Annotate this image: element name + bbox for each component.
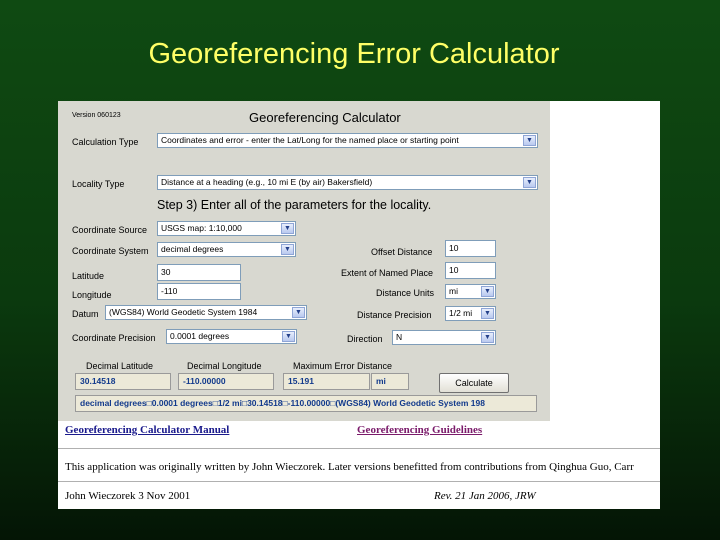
slide-title: Georeferencing Error Calculator [148, 38, 560, 70]
extent-input[interactable]: 10 [445, 262, 496, 279]
offset-distance-label: Offset Distance [371, 247, 433, 257]
offset-distance-input[interactable]: 10 [445, 240, 496, 257]
author-date: John Wieczorek 3 Nov 2001 [65, 490, 191, 502]
credit-text: This application was originally written by John Wieczorek. Later versions benefitted from contributions from Qinghua Guo, Carr [65, 461, 634, 473]
chevron-down-icon[interactable]: ▼ [292, 307, 305, 318]
coordinate-system-label: Coordinate System [72, 246, 149, 256]
distance-precision-value: 1/2 mi [449, 308, 473, 318]
coordinate-precision-value: 0.0001 degrees [170, 331, 230, 341]
chevron-down-icon[interactable]: ▼ [281, 223, 294, 234]
coordinate-precision-label: Coordinate Precision [72, 333, 156, 343]
coordinate-system-value: decimal degrees [161, 244, 224, 254]
locality-type-label: Locality Type [72, 179, 125, 189]
calculator-title: Georeferencing Calculator [249, 110, 401, 125]
divider [58, 481, 660, 482]
decimal-longitude-label: Decimal Longitude [187, 361, 262, 371]
coordinate-source-label: Coordinate Source [72, 225, 148, 235]
datum-select[interactable] [105, 305, 307, 320]
distance-units-select[interactable] [445, 284, 496, 299]
version-label: Version 060123 [72, 112, 121, 119]
calculation-type-value: Coordinates and error - enter the Lat/Long for the named place or starting point [161, 135, 459, 145]
direction-label: Direction [347, 334, 383, 344]
datum-label: Datum [72, 309, 99, 319]
distance-units-value: mi [449, 286, 458, 296]
decimal-longitude-output: -110.00000 [178, 373, 274, 390]
calculator-panel [58, 101, 550, 421]
calculator-screenshot [58, 101, 660, 509]
manual-link[interactable]: Georeferencing Calculator Manual [65, 424, 230, 436]
locality-type-value: Distance at a heading (e.g., 10 mi E (by air) Bakersfield) [161, 177, 373, 187]
step-instruction: Step 3) Enter all of the parameters for the locality. [157, 198, 432, 212]
chevron-down-icon[interactable]: ▼ [523, 135, 536, 146]
coordinate-system-select[interactable] [157, 242, 296, 257]
distance-precision-select[interactable] [445, 306, 496, 321]
decimal-latitude-output: 30.14518 [75, 373, 171, 390]
chevron-down-icon[interactable]: ▼ [481, 308, 494, 319]
revision-text: Rev. 21 Jan 2006, JRW [434, 490, 536, 502]
distance-precision-label: Distance Precision [357, 310, 432, 320]
guidelines-link[interactable]: Georeferencing Guidelines [357, 424, 483, 436]
extent-label: Extent of Named Place [341, 268, 434, 278]
longitude-label: Longitude [72, 290, 112, 300]
coordinate-source-value: USGS map: 1:10,000 [161, 223, 242, 233]
latitude-label: Latitude [72, 271, 105, 281]
longitude-input[interactable]: -110 [157, 283, 241, 300]
decimal-latitude-label: Decimal Latitude [86, 361, 154, 371]
max-error-output: 15.191 [283, 373, 370, 390]
coordinate-source-select[interactable] [157, 221, 296, 236]
direction-value: N [396, 332, 403, 342]
chevron-down-icon[interactable]: ▼ [523, 177, 536, 188]
error-units-output: mi [371, 373, 409, 390]
coordinate-precision-select[interactable] [166, 329, 297, 344]
distance-units-label: Distance Units [376, 288, 435, 298]
calculation-type-select[interactable] [157, 133, 538, 148]
chevron-down-icon[interactable]: ▼ [281, 244, 294, 255]
datum-value: (WGS84) World Geodetic System 1984 [109, 307, 258, 317]
calculation-type-label: Calculation Type [72, 137, 139, 147]
latitude-input[interactable]: 30 [157, 264, 241, 281]
direction-select[interactable] [392, 330, 496, 345]
max-error-label: Maximum Error Distance [293, 361, 393, 371]
chevron-down-icon[interactable]: ▼ [481, 286, 494, 297]
calculate-button[interactable]: Calculate [439, 373, 509, 393]
divider [58, 448, 660, 449]
chevron-down-icon[interactable]: ▼ [481, 332, 494, 343]
chevron-down-icon[interactable]: ▼ [282, 331, 295, 342]
locality-type-select[interactable] [157, 175, 538, 190]
summary-output: decimal degrees□0.0001 degrees□1/2 mi□30.14518□-110.00000□(WGS84) World Geodetic System 198 [75, 395, 537, 412]
